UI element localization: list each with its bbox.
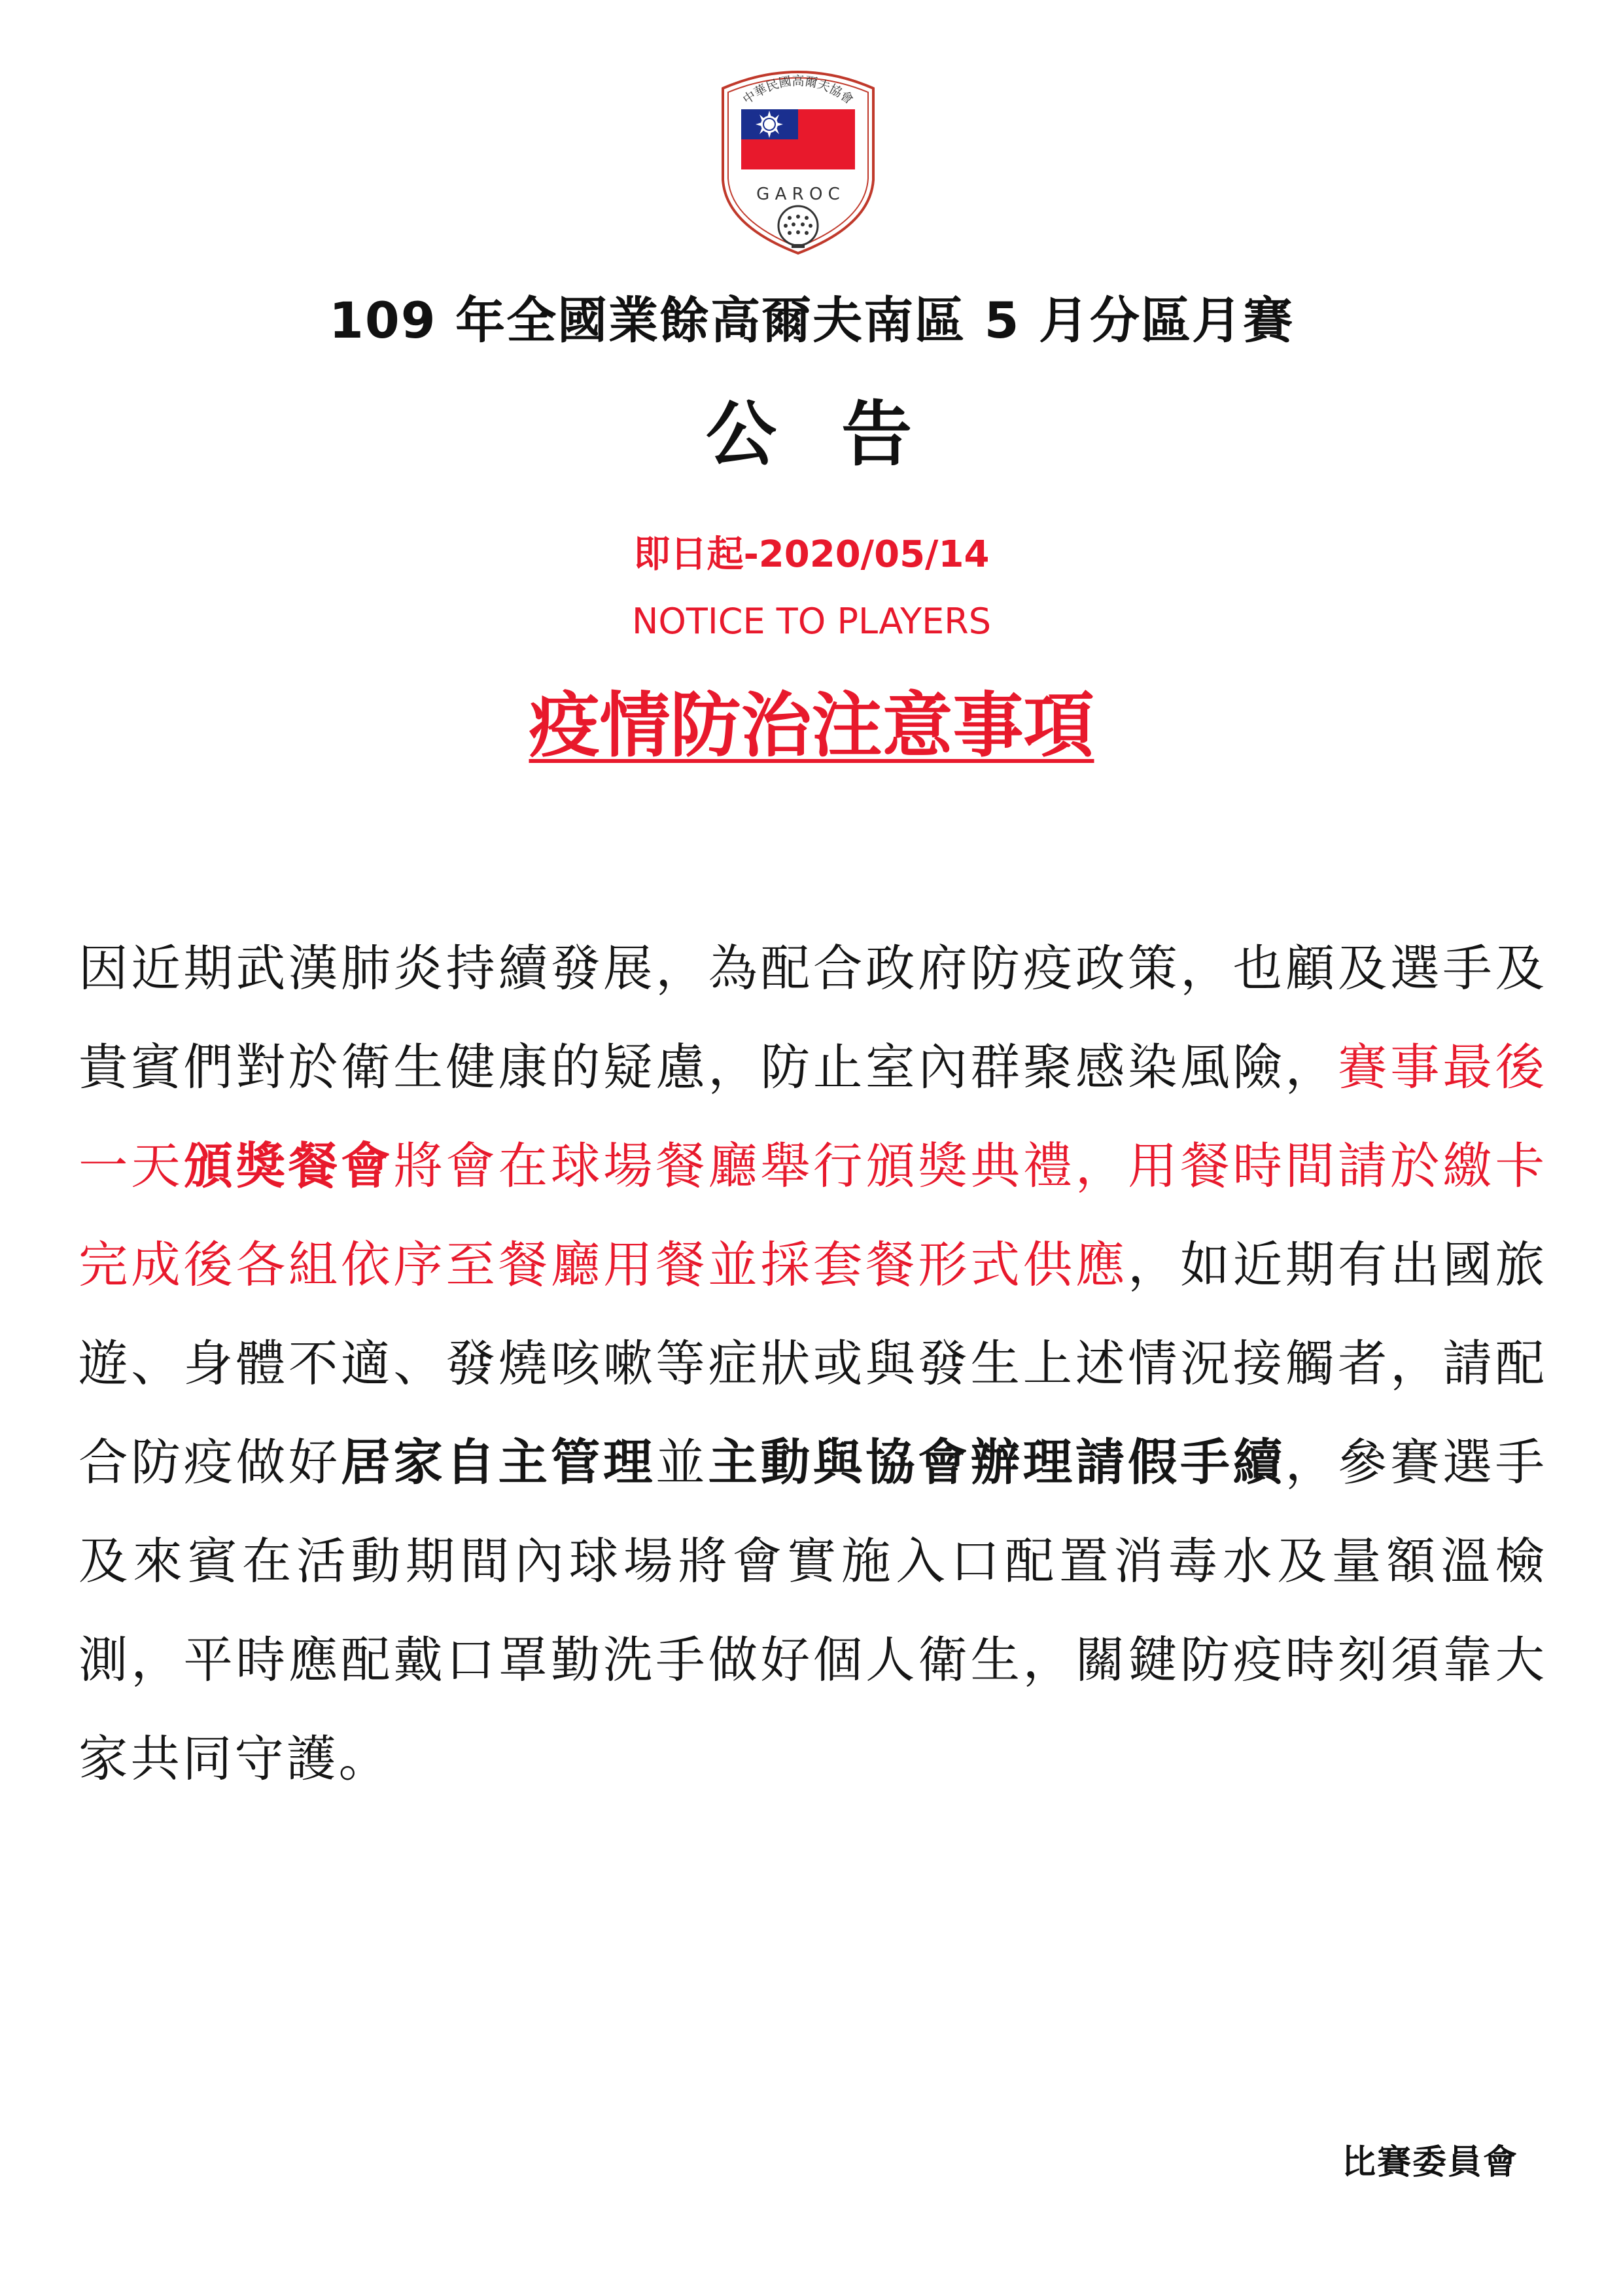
- logo-monogram: G A R O C: [756, 185, 840, 204]
- committee-signature: 比賽委員會: [1341, 2143, 1518, 2182]
- body-segment-precautions: ，如近期有出國旅遊、身體不適、發燒咳嗽等症狀或與發生上述情況接觸者，請配合防疫做好: [79, 1236, 1547, 1491]
- body-segment-leave-procedure: 主動與協會辦理請假手續: [708, 1434, 1285, 1491]
- body-segment-dining-arrangement: 將會在球場餐廳舉行頒獎典禮，用餐時間請於繳卡完成後各組依序至餐廳用餐並採套餐形式供應: [79, 1137, 1547, 1294]
- effective-date: 即日起-2020/05/14: [633, 533, 990, 576]
- body-segment-intro: 因近期武漢肺炎持續發展，為配合政府防疫政策，也顧及選手及貴賓們對於衛生健康的疑慮，防止室內群聚感染風險，: [79, 940, 1547, 1096]
- notice-subject-text: 疫情防治注意事項: [529, 685, 1094, 767]
- body-segment-closing: ，參賽選手及來賓在活動期間內球場將會實施入口配置消毒水及量額溫檢測，平時應配戴口罩勤洗手做好個人衛生，關鍵防疫時刻須靠大家共同守護。: [79, 1434, 1547, 1788]
- body-segment-last-day: 賽事最後一天: [79, 1038, 1547, 1195]
- notice-subject: [0, 680, 1623, 772]
- body-segment-award-dinner: 頒獎餐會: [183, 1137, 394, 1195]
- announcement-heading: 公 告: [705, 394, 918, 476]
- body-segment-and: 並: [655, 1434, 708, 1491]
- event-title: 109 年全國業餘高爾夫南區 5 月分區月賽: [329, 291, 1294, 349]
- flag-icon: [741, 109, 855, 169]
- garoc-logo: [716, 69, 880, 258]
- logo-arc-text: 中華民國高爾夫協會: [740, 74, 856, 107]
- body-segment-self-management: 居家自主管理: [341, 1434, 656, 1491]
- notice-to-players: NOTICE TO PLAYERS: [632, 601, 991, 642]
- notice-body: [79, 919, 1547, 1809]
